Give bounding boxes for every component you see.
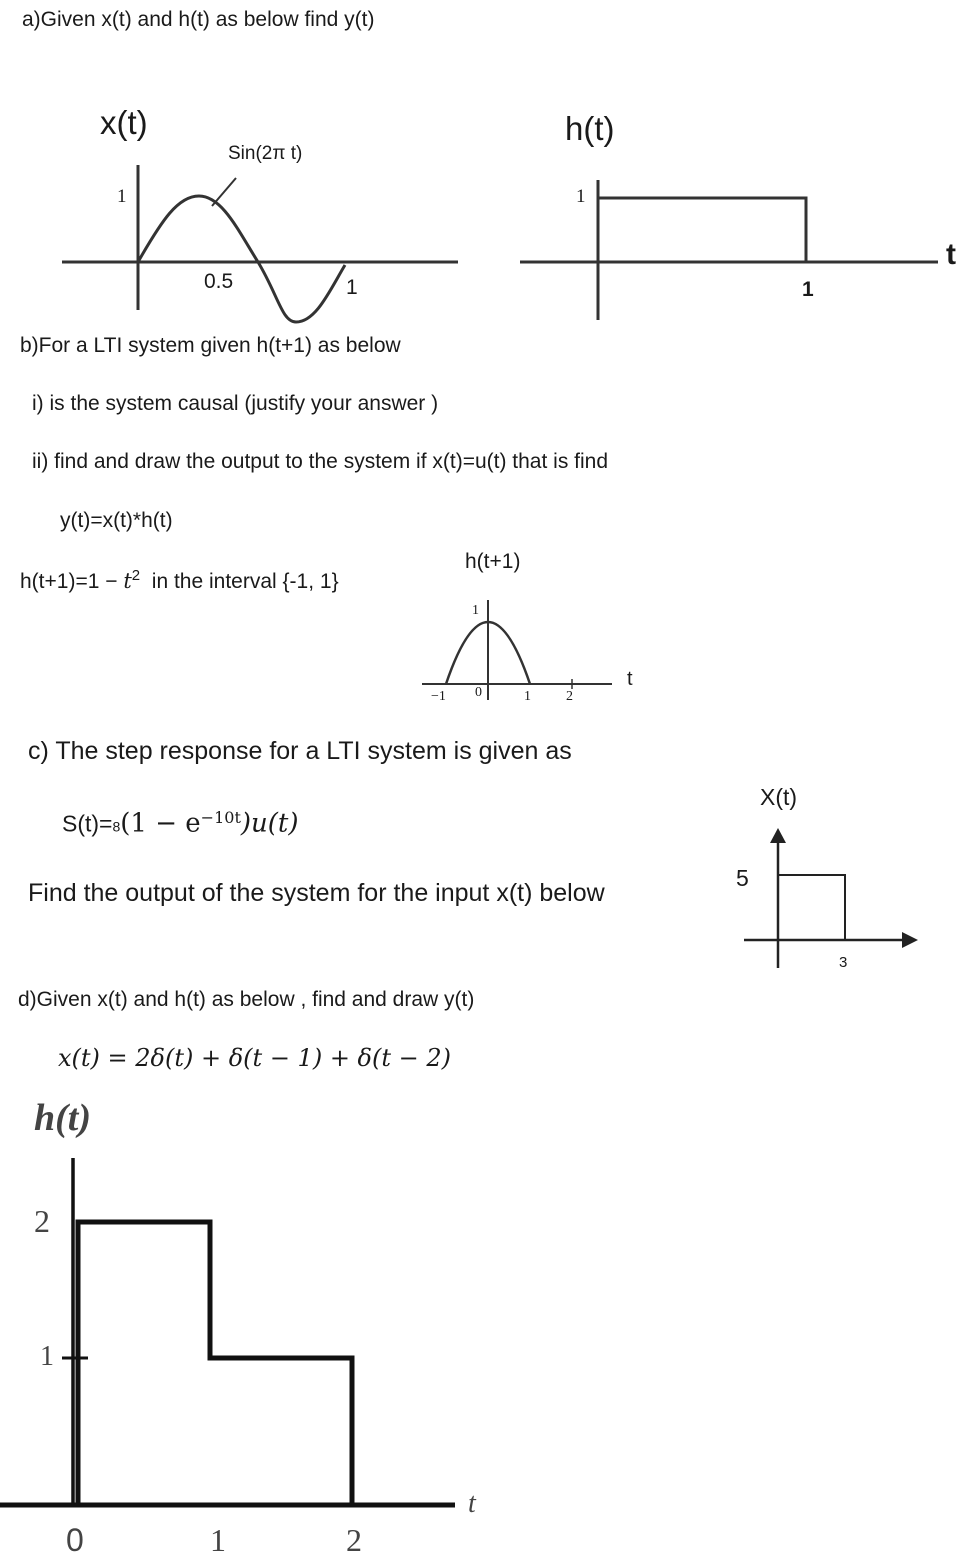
x-input-title: X(t): [760, 784, 798, 810]
h-shifted-axis-label: t: [627, 668, 633, 690]
step-math: (1 − e: [120, 808, 201, 839]
h-shifted-tick-2: 2: [566, 689, 573, 704]
h-shifted-y-tick: 1: [472, 603, 479, 618]
find-output-text: Find the output of the system for the input x(t) below: [28, 879, 605, 907]
x-input-x-tick: 3: [839, 954, 848, 971]
h-graph-x-tick: 1: [802, 278, 814, 301]
question-c: c) The step response for a LTI system is given as: [28, 737, 572, 765]
h-stair-signal: [78, 1222, 352, 1505]
h-shifted-tick-1: 1: [524, 689, 531, 704]
h-stair-title: h(t): [34, 1097, 91, 1139]
convolution-expression: y(t)=x(t)*h(t): [60, 509, 173, 532]
h-graph-title: h(t): [565, 110, 615, 147]
h-graph-y-tick: 1: [576, 186, 586, 207]
question-b-i: i) is the system causal (justify your answer ): [32, 392, 439, 415]
x-input-y-tick: 5: [736, 865, 749, 891]
x-graph-tick-half: 0.5: [204, 270, 234, 293]
h-stair-x-tick-2: 2: [346, 1522, 362, 1558]
h-shifted-tick-0: 0: [475, 685, 482, 700]
question-b-ii: ii) find and draw the output to the system if x(t)=u(t) that is find: [32, 450, 609, 473]
step-prefix: S(t)=: [62, 810, 113, 837]
h-stair-y-tick-2: 2: [34, 1203, 50, 1239]
sin-curve-label: Sin(2π t): [228, 143, 303, 164]
equation-prefix: h(t+1)=1 −: [20, 570, 124, 593]
x-equation-d: x(t) = 2δ(t) + δ(t − 1) + δ(t − 2): [58, 1044, 452, 1072]
x-graph-title: x(t): [100, 104, 148, 141]
h-stair-axis-label: t: [468, 1488, 476, 1519]
x-graph-y-tick: 1: [117, 186, 127, 207]
equation-variable: t: [123, 569, 132, 593]
h-stair-x-tick-0: 0: [66, 1522, 84, 1558]
h-graph-axis-label: t: [946, 238, 956, 271]
h-stair-y-tick-1: 1: [40, 1341, 54, 1372]
step-exponent: −10t: [200, 808, 241, 827]
step-coefficient: 8: [112, 818, 121, 835]
question-b: b)For a LTI system given h(t+1) as below: [20, 334, 401, 357]
h-shifted-tick-neg1: −1: [431, 689, 446, 704]
h-stair-x-tick-1: 1: [210, 1522, 226, 1558]
question-d: d)Given x(t) and h(t) as below , find and draw y(t): [18, 988, 475, 1011]
x-graph-tick-one: 1: [346, 276, 358, 299]
equation-exponent: 2: [131, 567, 141, 584]
h-shifted-title: h(t+1): [465, 550, 521, 573]
equation-suffix: in the interval {-1, 1}: [151, 570, 339, 593]
step-tail: )u(t): [240, 808, 299, 839]
question-a: a)Given x(t) and h(t) as below find y(t): [22, 8, 375, 31]
